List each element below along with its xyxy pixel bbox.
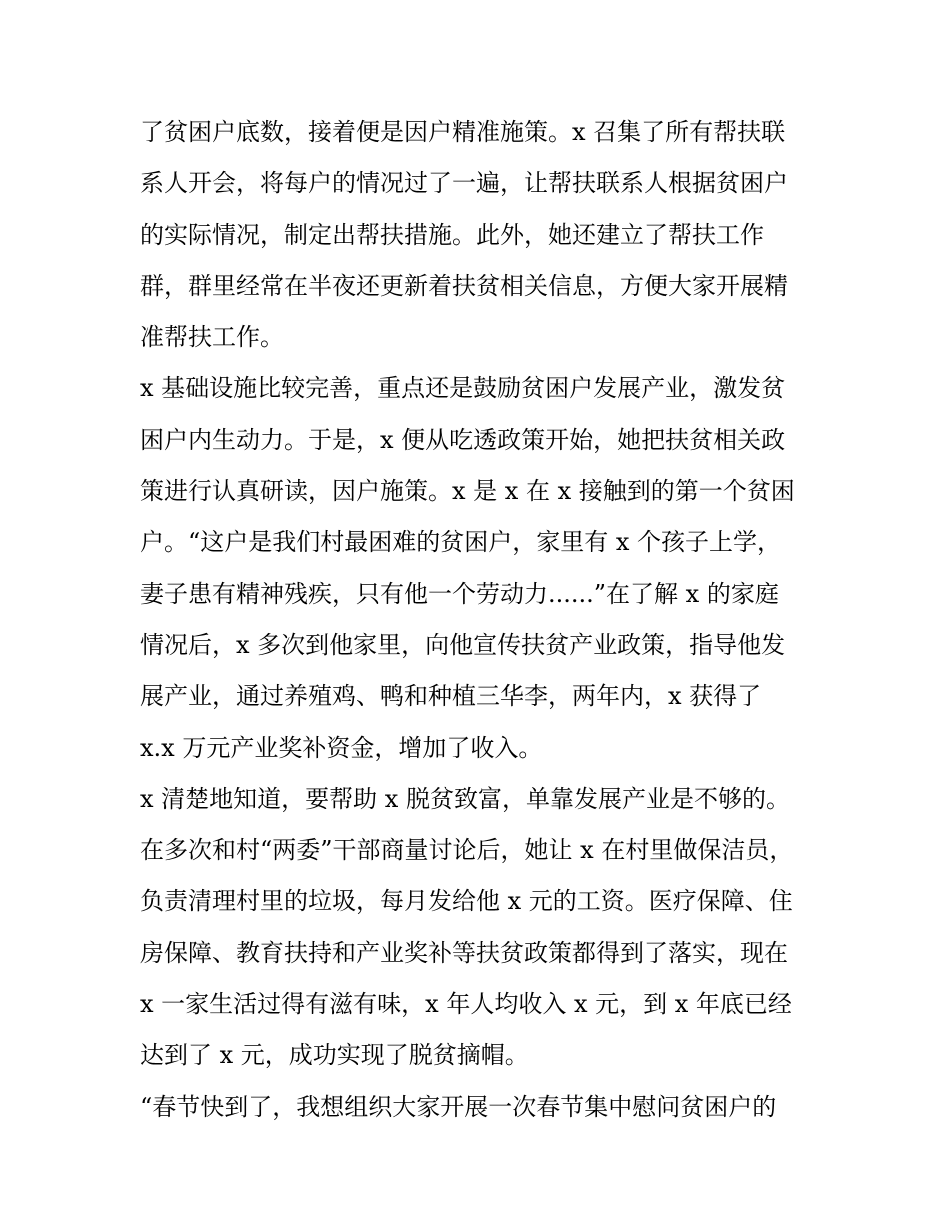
text-line: 困户内生动力。于是，x 便从吃透政策开始，她把扶贫相关政 [140,425,786,454]
text-line: 系人开会，将每户的情况过了一遍，让帮扶联系人根据贫困户 [140,169,788,198]
text-line: “春节快到了，我想组织大家开展一次春节集中慰问贫困户的 [140,1092,777,1121]
text-line: 了贫困户底数，接着便是因户精准施策。x 召集了所有帮扶联 [140,118,786,146]
text-line: x 一家生活过得有滋有味，x 年人均收入 x 元，到 x 年底已经 [140,990,792,1019]
text-line: 策进行认真研读，因户施策。x 是 x 在 x 接触到的第一个贫困 [140,477,795,506]
text-line: 准帮扶工作。 [140,323,284,352]
text-line: 房保障、教育扶持和产业奖补等扶贫政策都得到了落实，现在 [140,938,788,967]
text-line: x 清楚地知道，要帮助 x 脱贫致富，单靠发展产业是不够的。 [140,784,790,813]
text-line: 户。“这户是我们村最困难的贫困户，家里有 x 个孩子上学， [140,528,782,557]
text-line: 达到了 x 元，成功实现了脱贫摘帽。 [140,1041,529,1070]
body-text [140,107,830,1133]
text-line: 情况后，x 多次到他家里，向他宣传扶贫产业政策，指导他发 [140,630,786,659]
text-line: x.x 万元产业奖补资金，增加了收入。 [140,733,543,762]
text-line: 展产业，通过养殖鸡、鸭和种植三华李，两年内，x 获得了 [140,682,762,711]
text-line: 的实际情况，制定出帮扶措施。此外，她还建立了帮扶工作 [140,220,764,249]
text-line: 群，群里经常在半夜还更新着扶贫相关信息，方便大家开展精 [140,271,788,300]
text-line: 妻子患有精神残疾，只有他一个劳动力......”在了解 x 的家庭 [140,579,779,608]
text-line: 负责清理村里的垃圾，每月发给他 x 元的工资。医疗保障、住 [140,887,793,916]
text-line: 在多次和村“两委”干部商量讨论后，她让 x 在村里做保洁员， [140,836,794,865]
text-line: x 基础设施比较完善，重点还是鼓励贫困户发展产业，激发贫 [140,374,786,403]
